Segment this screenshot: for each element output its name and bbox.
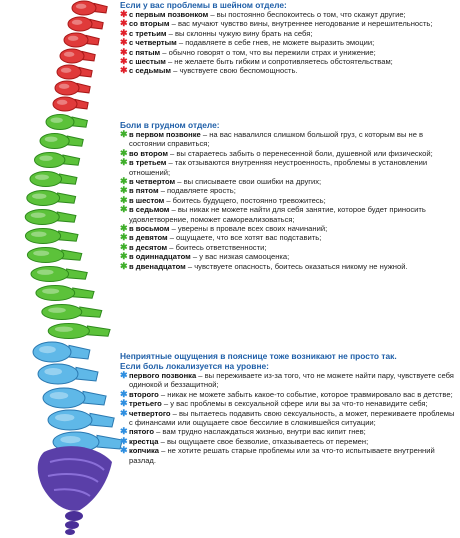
asterisk-icon: ✱ xyxy=(120,251,128,262)
cervical-section xyxy=(120,0,456,76)
cervical-vertebra xyxy=(68,17,103,31)
asterisk-icon: ✱ xyxy=(120,260,128,271)
snowflake-icon: ✱ xyxy=(120,398,128,409)
asterisk-icon: ✱ xyxy=(120,157,128,168)
list-item: ✱ в третьем – так отзываются внутренняя неустроенность, проблемы в установлении отношений; xyxy=(120,157,428,177)
thoracic-list xyxy=(120,130,456,271)
thoracic-heading: Боли в грудном отделе: xyxy=(120,120,220,130)
snowflake-icon: ✱ xyxy=(120,388,128,399)
asterisk-icon: ✱ xyxy=(120,46,128,57)
lumbar-vertebra xyxy=(43,388,106,408)
list-item: ✱ в шестом – боитесь будущего, постоянно тревожитесь; xyxy=(120,194,326,205)
asterisk-icon: ✱ xyxy=(120,194,128,205)
cervical-vertebra xyxy=(53,97,88,111)
cervical-vertebra xyxy=(55,81,90,95)
list-item: ✱ в седьмом – вы никак не можете найти для себя занятие, которое будет приносить удовлетворение, поможет самореализоваться; xyxy=(120,204,426,224)
list-item: ✱ в одиннадцатом – у вас низкая самооценка; xyxy=(120,251,290,262)
cervical-vertebrae xyxy=(53,1,107,111)
asterisk-icon: ✱ xyxy=(120,9,128,19)
thoracic-vertebrae xyxy=(25,115,110,339)
asterisk-icon: ✱ xyxy=(120,129,128,139)
cervical-list xyxy=(120,10,456,76)
list-item: ✱ с пятым – обычно говорят о том, что вы пережили страх и унижение; xyxy=(120,46,376,57)
list-item: ✱ четвертого – вы пытаетесь подавить свою сексуальность, а может, переживаете проблемы с финансами или ощущаете свое бессилие в сложившейся ситуации; xyxy=(120,407,455,428)
list-item: ✱ с четвертым – подавляете в себе гнев, не можете выразить эмоции; xyxy=(120,37,375,48)
asterisk-icon: ✱ xyxy=(120,27,128,38)
list-item: ✱ в девятом – ощущаете, что все хотят вас подставить; xyxy=(120,232,322,243)
list-item: ✱ в четвертом – вы списываете свои ошибки на других; xyxy=(120,176,322,187)
asterisk-icon: ✱ xyxy=(120,241,128,252)
cervical-vertebra xyxy=(72,1,107,15)
lumbar-vertebra xyxy=(48,410,114,430)
list-item: ✱ с седьмым – чувствуете свою беспомощность. xyxy=(120,65,298,76)
thoracic-vertebra xyxy=(25,210,76,225)
cervical-heading: Если у вас проблемы в шейном отделе: xyxy=(120,0,287,10)
lumbar-vertebrae xyxy=(33,342,122,452)
snowflake-icon: ✱ xyxy=(120,370,128,380)
list-item: ✱ копчика – не хотите решать старые проблемы или за что-то испытываете внутренний разлад. xyxy=(120,445,435,465)
snowflake-icon: ✱ xyxy=(120,426,128,437)
list-item: ✱ в первом позвонке – на вас навалился слишком большой груз, с которым вы не в состоянии справиться; xyxy=(120,129,424,149)
list-item: ✱ пятого – вам трудно наслаждаться жизнью, внутри вас кипит гнев; xyxy=(120,426,366,437)
list-item: ✱ с третьим – вы склонны чужую вину брать на себя; xyxy=(120,27,313,38)
list-item: ✱ с шестым – не желаете быть гибким и сопротивляетесь обстоятельствам; xyxy=(120,56,393,67)
thoracic-vertebra xyxy=(46,115,87,130)
list-item: ✱ с первым позвонком – вы постоянно беспокоитесь о том, что скажут другие; xyxy=(120,9,406,19)
asterisk-icon: ✱ xyxy=(120,223,128,234)
lumbar-list xyxy=(120,371,456,465)
list-item: ✱ в восьмом – уверены в провале всех своих начинаний; xyxy=(120,223,328,234)
lumbar-subheading: Если боль локализуется на уровне: xyxy=(120,361,269,371)
thoracic-vertebra xyxy=(36,286,94,301)
thoracic-vertebra xyxy=(31,267,87,282)
asterisk-icon: ✱ xyxy=(120,147,128,158)
asterisk-icon: ✱ xyxy=(120,232,128,243)
asterisk-icon: ✱ xyxy=(120,204,128,215)
cervical-vertebra xyxy=(57,65,92,79)
asterisk-icon: ✱ xyxy=(120,37,128,48)
thoracic-vertebra xyxy=(30,172,77,187)
asterisk-icon: ✱ xyxy=(120,65,128,76)
thoracic-section xyxy=(120,120,456,271)
list-item: ✱ со вторым – вас мучают чувство вины, внутреннее негодование и нерешительность; xyxy=(120,18,433,29)
cervical-vertebra xyxy=(64,33,99,47)
list-item: ✱ в двенадцатом – чувствуете опасность, боитесь оказаться никому не нужной. xyxy=(120,260,408,271)
thoracic-vertebra xyxy=(35,153,80,168)
thoracic-vertebra xyxy=(48,324,110,339)
lumbar-vertebra xyxy=(38,364,98,384)
list-item: ✱ в пятом – подавляете ярость; xyxy=(120,185,236,196)
list-item: ✱ крестца – вы ощущаете свое безволие, отказываетесь от перемен; xyxy=(120,435,369,446)
thoracic-vertebra xyxy=(40,134,83,149)
sacrum xyxy=(38,446,112,511)
asterisk-icon: ✱ xyxy=(120,56,128,67)
snowflake-icon: ✱ xyxy=(120,407,128,418)
list-item: ✱ третьего – у вас проблемы в сексуальной сфере или вы за что-то ненавидите себя; xyxy=(120,398,428,409)
thoracic-vertebra xyxy=(25,229,78,244)
asterisk-icon: ✱ xyxy=(120,176,128,187)
snowflake-icon: ✱ xyxy=(120,445,128,456)
snowflake-icon: ✱ xyxy=(120,435,128,446)
thoracic-vertebra xyxy=(27,191,76,206)
lumbar-vertebra xyxy=(33,342,90,362)
coccyx xyxy=(65,511,83,535)
cervical-vertebra xyxy=(60,49,95,63)
thoracic-vertebra xyxy=(42,305,102,320)
thoracic-vertebra xyxy=(27,248,81,263)
list-item: ✱ второго – никак не можете забыть какое-то событие, которое травмировало вас в детстве; xyxy=(120,388,453,399)
lumbar-heading: Неприятные ощущения в пояснице тоже возникают не просто так. xyxy=(120,351,397,361)
lumbar-section xyxy=(120,351,456,465)
asterisk-icon: ✱ xyxy=(120,185,128,196)
watermark xyxy=(297,459,460,529)
list-item: ✱ во втором – вы стараетесь забыть о перенесенной боли, душевной или физической; xyxy=(120,147,433,158)
list-item: ✱ в десятом – боитесь ответственности; xyxy=(120,241,267,252)
list-item: ✱ первого позвонка – вы переживаете из-за того, что не можете найти пару, чувствуете себя одинокой и беззащитной; xyxy=(120,370,454,390)
asterisk-icon: ✱ xyxy=(120,18,128,29)
